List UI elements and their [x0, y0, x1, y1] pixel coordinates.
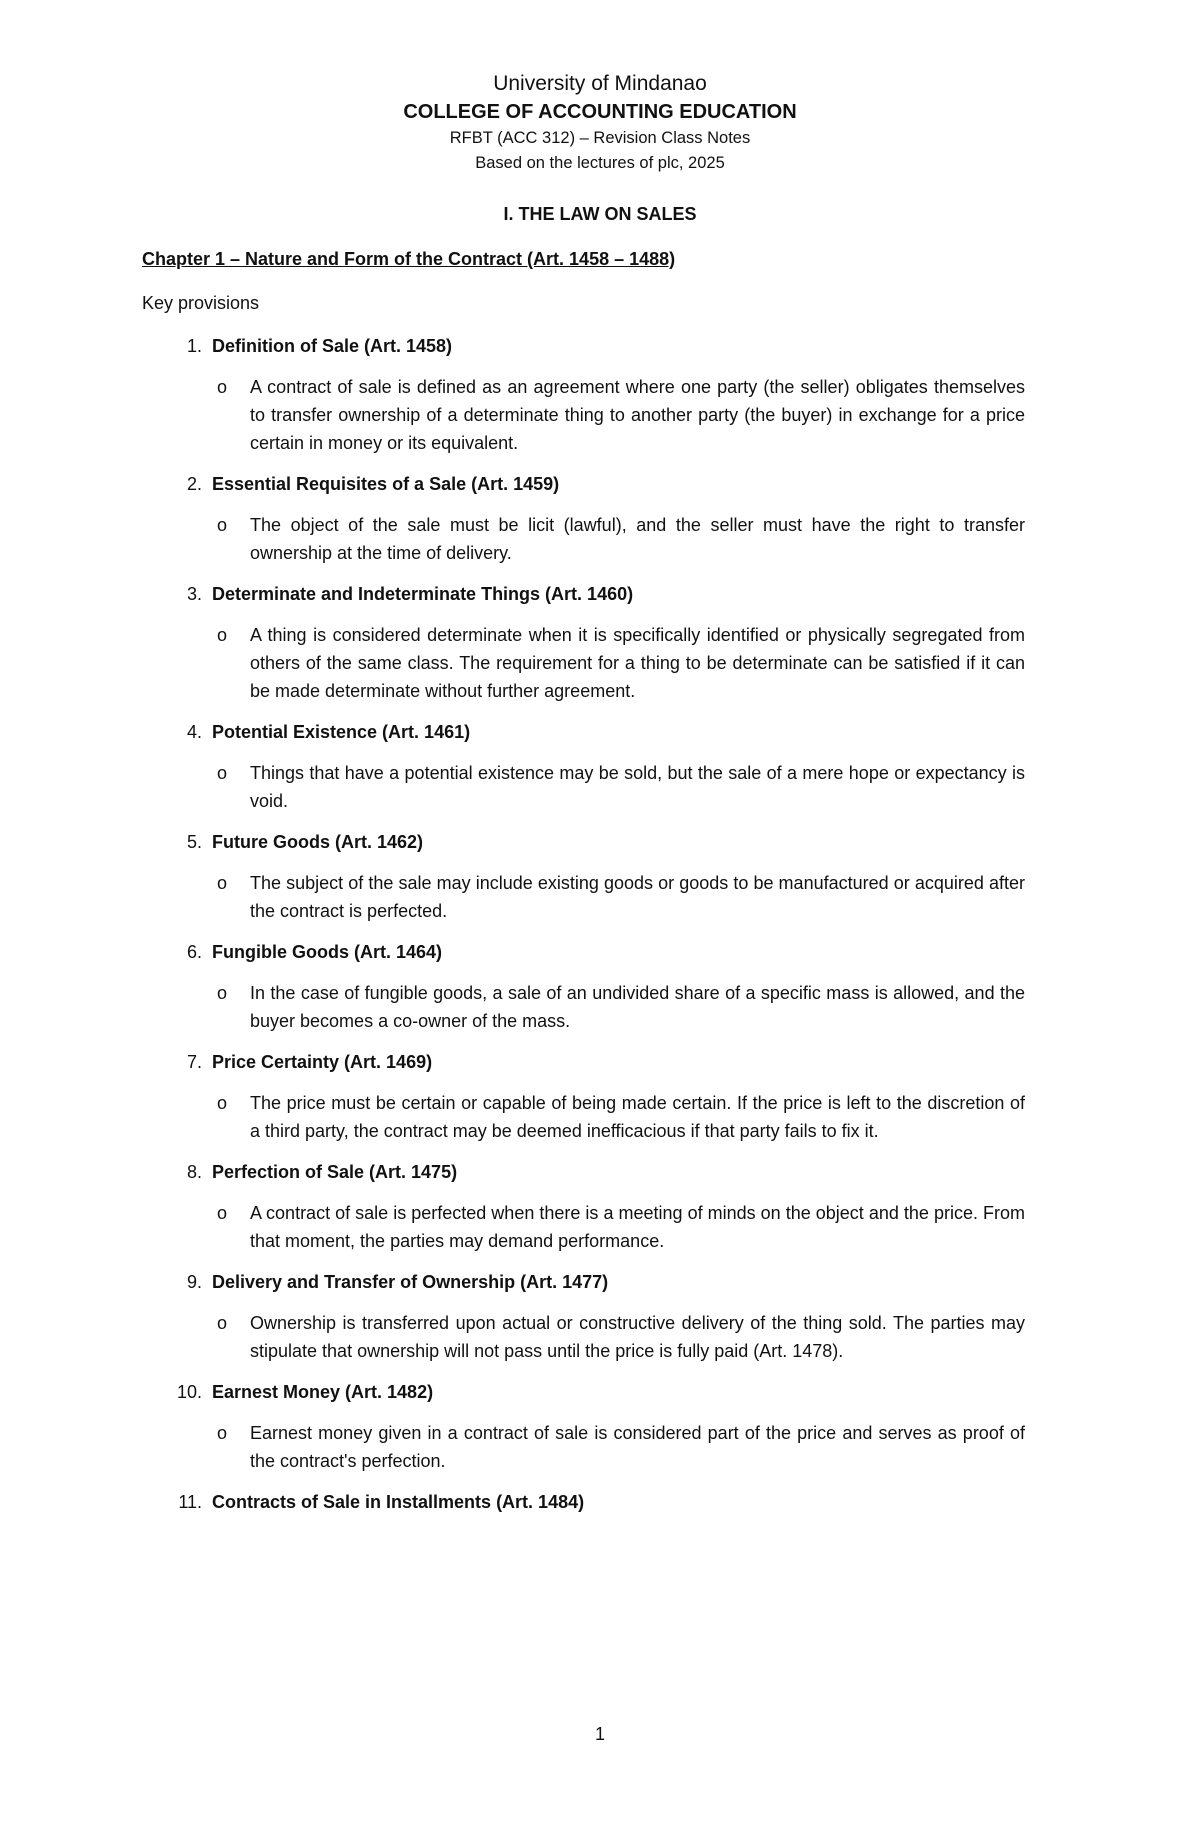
course-title: RFBT (ACC 312) – Revision Class Notes [449, 129, 751, 147]
list-item [142, 1269, 1062, 1365]
list-item [142, 1379, 1062, 1475]
list-item [142, 829, 1062, 925]
item-title: Potential Existence (Art. 1461) [212, 722, 471, 742]
list-item [142, 1049, 1062, 1145]
document-header [0, 70, 1200, 227]
item-number: 4. [186, 722, 202, 742]
item-description: The subject of the sale may include existing goods or goods to be manufactured or acquired after the contract is perfected. [250, 873, 1025, 921]
item-title: Definition of Sale (Art. 1458) [212, 336, 453, 356]
item-title: Essential Requisites of a Sale (Art. 1459) [212, 474, 560, 494]
item-number: 2. [186, 474, 202, 494]
bullet-marker: o [216, 873, 227, 893]
item-description: Earnest money given in a contract of sale is considered part of the price and serves as proof of the contract's perfection. [250, 1423, 1025, 1471]
bullet-marker: o [216, 377, 227, 397]
item-description: A contract of sale is perfected when there is a meeting of minds on the object and the price. From that moment, the parties may demand performance. [250, 1203, 1025, 1251]
item-description: The price must be certain or capable of being made certain. If the price is left to the discretion of a third party, the contract may be deemed inefficacious if that party fails to fix it. [250, 1093, 1025, 1141]
item-number: 3. [186, 584, 202, 604]
item-number: 9. [186, 1272, 202, 1292]
list-item [142, 333, 1062, 457]
item-description: A contract of sale is defined as an agreement where one party (the seller) obligates themselves to transfer ownership of a determinate thing to another party (the buyer) in exchange for a price certain in money or its equivalent. [250, 377, 1025, 453]
item-title: Determinate and Indeterminate Things (Art. 1460) [212, 584, 634, 604]
key-provisions-label: Key provisions [142, 293, 260, 313]
item-number: 6. [186, 942, 202, 962]
section-title: I. THE LAW ON SALES [503, 204, 697, 224]
bullet-marker: o [216, 625, 227, 645]
bullet-marker: o [216, 1093, 227, 1113]
list-item [142, 719, 1062, 815]
page-number: 1 [594, 1724, 605, 1744]
bullet-marker: o [216, 1203, 227, 1223]
university-name: University of Mindanao [493, 72, 707, 95]
list-item [142, 1489, 1062, 1515]
item-number: 1. [186, 336, 202, 356]
bullet-marker: o [216, 515, 227, 535]
chapter-title: Chapter 1 – Nature and Form of the Contract (Art. 1458 – 1488) [142, 249, 676, 269]
item-title: Fungible Goods (Art. 1464) [212, 942, 443, 962]
bullet-marker: o [216, 983, 227, 1003]
item-title: Delivery and Transfer of Ownership (Art. 1477) [212, 1272, 609, 1292]
item-number: 7. [186, 1052, 202, 1072]
item-description: Ownership is transferred upon actual or constructive delivery of the thing sold. The parties may stipulate that ownership will not pass until the price is fully paid (Art. 1478). [250, 1313, 1025, 1361]
list-item [142, 1159, 1062, 1255]
list-item [142, 581, 1062, 705]
bullet-marker: o [216, 763, 227, 783]
item-number: 8. [186, 1162, 202, 1182]
item-description: In the case of fungible goods, a sale of an undivided share of a specific mass is allowed, and the buyer becomes a co-owner of the mass. [250, 983, 1025, 1031]
item-description: Things that have a potential existence may be sold, but the sale of a mere hope or expectancy is void. [250, 763, 1025, 811]
item-title: Contracts of Sale in Installments (Art. 1484) [212, 1492, 585, 1512]
list-item [142, 939, 1062, 1035]
item-number: 10. [176, 1382, 202, 1402]
college-name: COLLEGE OF ACCOUNTING EDUCATION [403, 101, 797, 123]
lecture-basis: Based on the lectures of plc, 2025 [475, 154, 725, 172]
item-number: 5. [186, 832, 202, 852]
item-description: A thing is considered determinate when it is specifically identified or physically segregated from others of the same class. The requirement for a thing to be determinate can be satisfied if it can be made determinate without further agreement. [250, 625, 1025, 701]
provisions-list [142, 333, 1062, 1529]
item-title: Perfection of Sale (Art. 1475) [212, 1162, 458, 1182]
item-number: 11. [178, 1492, 202, 1512]
item-title: Price Certainty (Art. 1469) [212, 1052, 433, 1072]
bullet-marker: o [216, 1423, 227, 1443]
list-item [142, 471, 1062, 567]
item-title: Future Goods (Art. 1462) [212, 832, 424, 852]
item-description: The object of the sale must be licit (lawful), and the seller must have the right to transfer ownership at the time of delivery. [250, 515, 1025, 563]
bullet-marker: o [216, 1313, 227, 1333]
item-title: Earnest Money (Art. 1482) [212, 1382, 434, 1402]
